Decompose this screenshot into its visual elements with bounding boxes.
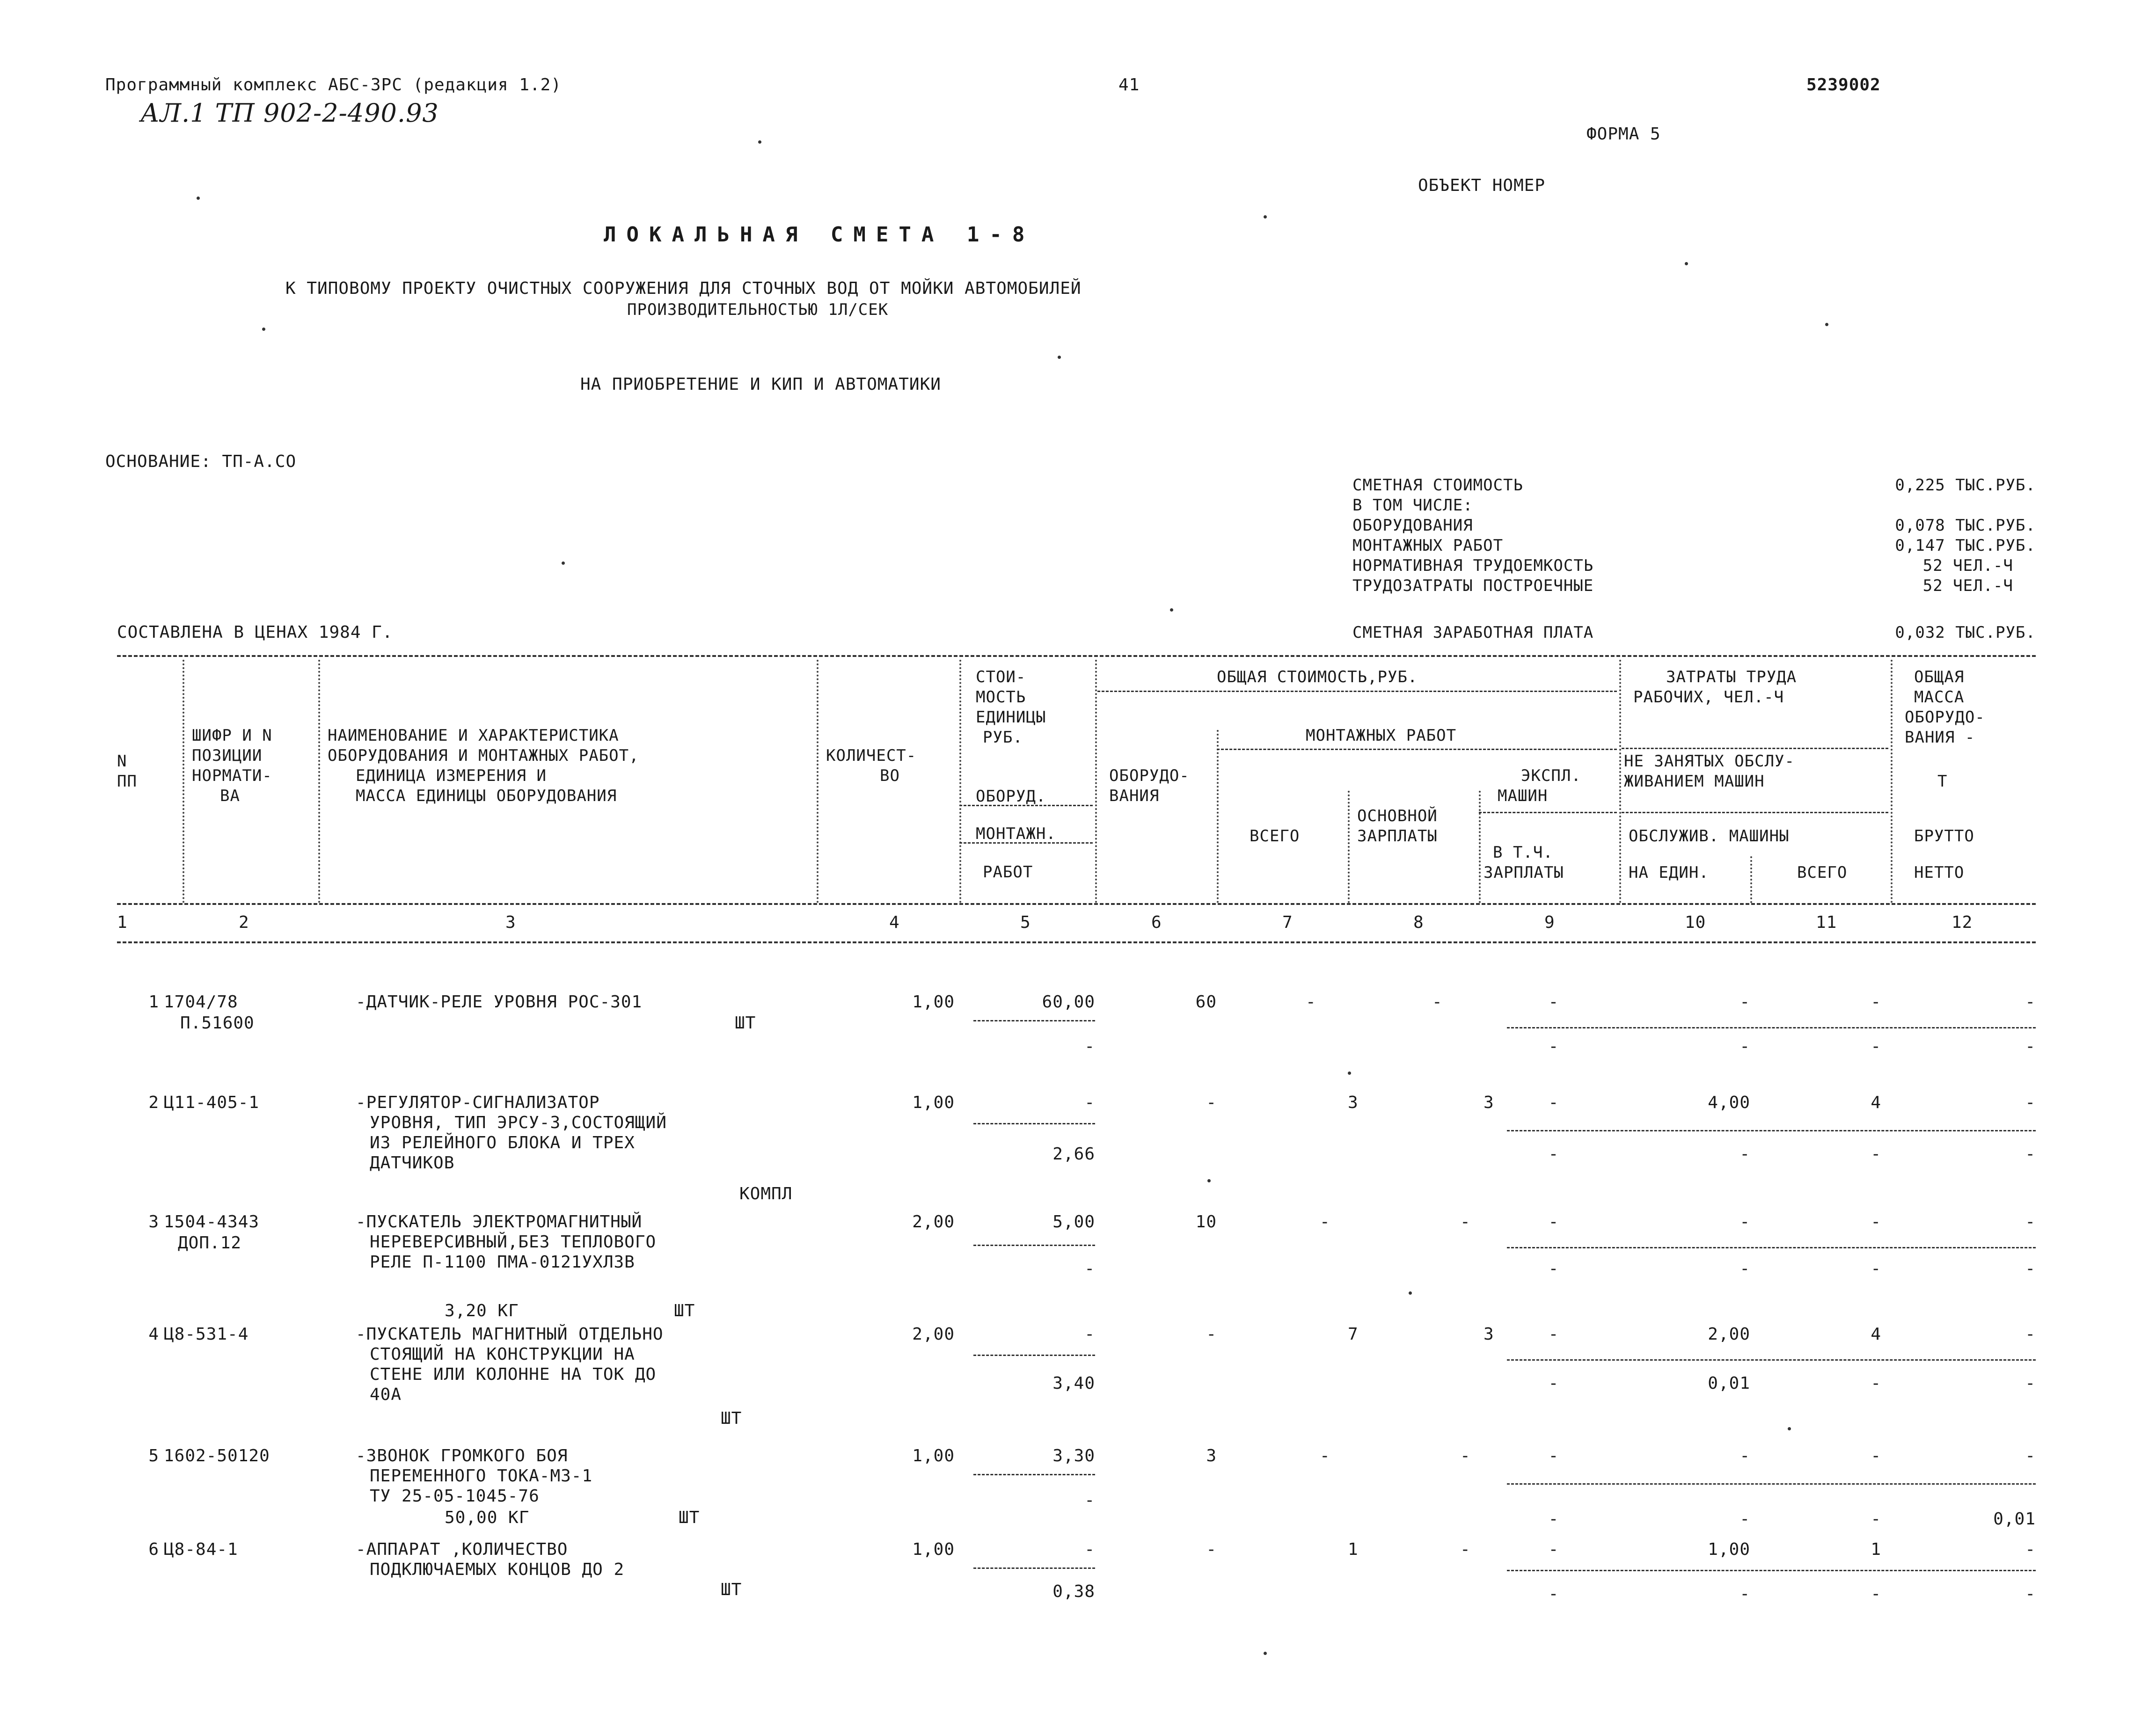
unit-cost-mounting: 3,40 xyxy=(1052,1374,1095,1393)
col-5-header: МОНТАЖН. xyxy=(976,824,1056,843)
row-number: 3 xyxy=(148,1212,159,1232)
unit-cost-equipment: - xyxy=(1084,1325,1095,1344)
row-number: 5 xyxy=(148,1446,159,1465)
column-number: 11 xyxy=(1816,913,1837,932)
summary-value: 52 ЧЕЛ.-Ч xyxy=(1922,576,2013,595)
mounting-works-group: МОНТАЖНЫХ РАБОТ xyxy=(1306,726,1457,745)
document-code: 5239002 xyxy=(1806,75,1881,95)
summary-label: НОРМАТИВНАЯ ТРУДОЕМКОСТЬ xyxy=(1352,556,1594,575)
row-description: УРОВНЯ, ТИП ЭРСУ-3,СОСТОЯЩИЙ xyxy=(370,1113,667,1132)
summary-label: МОНТАЖНЫХ РАБОТ xyxy=(1352,536,1504,555)
total-mounting: 7 xyxy=(1348,1325,1359,1344)
object-number: ОБЪЕКТ НОМЕР xyxy=(1418,176,1546,195)
row-quantity: 2,00 xyxy=(912,1325,955,1344)
col-1-header: N xyxy=(117,752,127,771)
column-number: 4 xyxy=(889,913,900,932)
row-quantity: 1,00 xyxy=(912,1540,955,1559)
mass-gross: - xyxy=(2025,1212,2036,1232)
row-description: ПЕРЕМЕННОГО ТОКА-МЗ-1 xyxy=(370,1466,593,1486)
row-code: Ц8-84-1 xyxy=(164,1540,238,1559)
machine-cost: - xyxy=(1548,1212,1559,1232)
total-mounting: - xyxy=(1320,1212,1330,1232)
labor-total-machine: - xyxy=(1871,1374,1881,1393)
row-description: 40А xyxy=(370,1385,402,1404)
labor-total-machine: - xyxy=(1871,1144,1881,1164)
machine-cost: - xyxy=(1548,1325,1559,1344)
unit-cost-mounting: - xyxy=(1084,1037,1095,1056)
row-description: НЕРЕВЕРСИВНЫЙ,БЕЗ ТЕПЛОВОГО xyxy=(370,1232,657,1252)
labor-per-unit: - xyxy=(1739,1446,1750,1465)
base-salary: - xyxy=(1460,1540,1471,1559)
col-4-header: ВО xyxy=(880,766,900,785)
machine-salary: - xyxy=(1548,1037,1559,1056)
row-code: Ц11-405-1 xyxy=(164,1093,260,1112)
col-6-header: ОБОРУДО- xyxy=(1109,766,1190,785)
summary-value: 0,032 ТЫС.РУБ. xyxy=(1895,623,2036,642)
mass-net: - xyxy=(2025,1144,2036,1164)
row-code: 1504-4343 xyxy=(164,1212,260,1232)
base-salary: 3 xyxy=(1484,1093,1494,1112)
price-level-line: СОСТАВЛЕНА В ЦЕНАХ 1984 Г. xyxy=(117,623,393,642)
header-bottom-rule xyxy=(117,903,2036,905)
col-5-header: СТОИ- xyxy=(976,668,1026,686)
total-equipment: - xyxy=(1206,1093,1217,1112)
row-code: 1602-50120 xyxy=(164,1446,270,1465)
mass-gross: - xyxy=(2025,992,2036,1012)
basis-line: ОСНОВАНИЕ: ТП-А.СО xyxy=(105,452,297,471)
total-equipment: 3 xyxy=(1206,1446,1217,1465)
col-2-header: ШИФР И N xyxy=(192,726,272,745)
col-9-header: В Т.Ч. xyxy=(1493,843,1553,862)
mass-net: - xyxy=(2025,1259,2036,1278)
base-salary: - xyxy=(1460,1446,1471,1465)
unit-cost-equipment: 60,00 xyxy=(1042,992,1095,1012)
row-number: 6 xyxy=(148,1540,159,1559)
machine-cost: - xyxy=(1548,1093,1559,1112)
col-12-header: НЕТТО xyxy=(1914,863,1965,882)
row-number: 1 xyxy=(148,992,159,1012)
row-code: ДОП.12 xyxy=(178,1233,242,1253)
row-mass: 50,00 КГ xyxy=(445,1508,530,1527)
row-quantity: 1,00 xyxy=(912,992,955,1012)
labor-per-unit: - xyxy=(1739,992,1750,1012)
base-salary: - xyxy=(1432,992,1443,1012)
labor-per-unit: - xyxy=(1739,1212,1750,1232)
row-unit: КОМПЛ xyxy=(739,1184,793,1203)
mass-net: 0,01 xyxy=(1993,1509,2036,1529)
col-12-header: ОБОРУДО- xyxy=(1905,708,1985,727)
column-number: 8 xyxy=(1413,913,1424,932)
labor-total: - xyxy=(1871,1212,1881,1232)
unit-cost-equipment: - xyxy=(1084,1093,1095,1112)
labor-per-unit: 2,00 xyxy=(1708,1325,1750,1344)
machine-salary: - xyxy=(1548,1259,1559,1278)
program-name: Программный комплекс АБС-ЗРС (редакция 1.2) xyxy=(105,75,562,95)
column-number: 9 xyxy=(1544,913,1555,932)
total-equipment: 10 xyxy=(1195,1212,1217,1232)
col-9-header: МАШИН xyxy=(1498,787,1548,805)
row-description: ДАТЧИКОВ xyxy=(370,1153,455,1173)
row-code: 1704/78 xyxy=(164,992,238,1012)
mass-gross: - xyxy=(2025,1540,2036,1559)
col-8-header: ОСНОВНОЙ xyxy=(1357,807,1438,825)
labor-per-unit-machine: - xyxy=(1739,1259,1750,1278)
mass-gross: - xyxy=(2025,1325,2036,1344)
form-number: ФОРМА 5 xyxy=(1586,124,1661,144)
col-9-header: ЭКСПЛ. xyxy=(1521,766,1581,785)
total-equipment: 60 xyxy=(1195,992,1217,1012)
labor-per-unit-machine: - xyxy=(1739,1144,1750,1164)
row-mass: 3,20 КГ xyxy=(445,1301,519,1320)
col-3-header: ОБОРУДОВАНИЯ И МОНТАЖНЫХ РАБОТ, xyxy=(328,746,639,765)
row-quantity: 1,00 xyxy=(912,1093,955,1112)
column-number: 6 xyxy=(1151,913,1162,932)
row-code: Ц8-531-4 xyxy=(164,1325,249,1344)
row-unit: ШТ xyxy=(674,1301,695,1320)
row-quantity: 2,00 xyxy=(912,1212,955,1232)
summary-label: СМЕТНАЯ СТОИМОСТЬ xyxy=(1352,476,1523,495)
total-equipment: - xyxy=(1206,1325,1217,1344)
mass-net: - xyxy=(2025,1584,2036,1604)
total-mounting: 1 xyxy=(1348,1540,1359,1559)
labor-total: - xyxy=(1871,1446,1881,1465)
col-5-header: РУБ. xyxy=(983,728,1023,747)
row-unit: ШТ xyxy=(721,1580,742,1599)
machine-salary: - xyxy=(1548,1374,1559,1393)
machine-cost: - xyxy=(1548,1540,1559,1559)
row-description: -ДАТЧИК-РЕЛЕ УРОВНЯ РОС-301 xyxy=(356,992,643,1012)
col-12-header: Т xyxy=(1937,772,1948,791)
labor-per-unit: 4,00 xyxy=(1708,1093,1750,1112)
col-9-header: ЗАРПЛАТЫ xyxy=(1484,863,1564,882)
col-11-header: ВСЕГО xyxy=(1797,863,1848,882)
row-number: 2 xyxy=(148,1093,159,1112)
machine-salary: - xyxy=(1548,1144,1559,1164)
row-number: 4 xyxy=(148,1325,159,1344)
machine-salary: - xyxy=(1548,1509,1559,1529)
col-3-header: ЕДИНИЦА ИЗМЕРЕНИЯ И xyxy=(356,766,547,785)
labor-total-machine: - xyxy=(1871,1037,1881,1056)
unit-cost-equipment: 5,00 xyxy=(1052,1212,1095,1232)
mass-net: - xyxy=(2025,1374,2036,1393)
title-line-2: ПРОИЗВОДИТЕЛЬНОСТЬЮ 1Л/СЕК xyxy=(627,300,889,319)
col-6-header: ВАНИЯ xyxy=(1109,787,1160,805)
col-5-header: ЕДИНИЦЫ xyxy=(976,708,1046,727)
col-5-header: МОСТЬ xyxy=(976,688,1026,707)
summary-value: 0,078 ТЫС.РУБ. xyxy=(1895,516,2036,535)
machine-cost: - xyxy=(1548,1446,1559,1465)
machine-salary: - xyxy=(1548,1584,1559,1604)
col-10-header: НА ЕДИН. xyxy=(1629,863,1709,882)
row-unit: ШТ xyxy=(721,1409,742,1428)
column-number: 10 xyxy=(1685,913,1706,932)
labor-total: - xyxy=(1871,992,1881,1012)
summary-value: 0,147 ТЫС.РУБ. xyxy=(1895,536,2036,555)
labor-per-unit: 1,00 xyxy=(1708,1540,1750,1559)
col-3-header: НАИМЕНОВАНИЕ И ХАРАКТЕРИСТИКА xyxy=(328,726,619,745)
handwritten-project-code: АЛ.1 ТП 902-2-490.93 xyxy=(140,98,439,128)
total-mounting: 3 xyxy=(1348,1093,1359,1112)
summary-label: ТРУДОЗАТРАТЫ ПОСТРОЕЧНЫЕ xyxy=(1352,576,1594,595)
col-4-header: КОЛИЧЕСТ- xyxy=(826,746,917,765)
col-7-header: ВСЕГО xyxy=(1250,827,1300,846)
summary-value: 52 ЧЕЛ.-Ч xyxy=(1922,556,2013,575)
column-number: 3 xyxy=(505,913,516,932)
base-salary: 3 xyxy=(1484,1325,1494,1344)
row-description: -РЕГУЛЯТОР-СИГНАЛИЗАТОР xyxy=(356,1093,600,1112)
total-mounting: - xyxy=(1306,992,1316,1012)
labor-total-machine: - xyxy=(1871,1259,1881,1278)
col-2-header: ВА xyxy=(220,787,240,805)
total-equipment: - xyxy=(1206,1540,1217,1559)
page-number: 41 xyxy=(1118,75,1140,95)
col-5-header: ОБОРУД. xyxy=(976,787,1046,806)
column-number: 5 xyxy=(1020,913,1031,932)
labor-subheader: ОБСЛУЖИВ. МАШИНЫ xyxy=(1629,827,1790,846)
row-description: -ПУСКАТЕЛЬ ЭЛЕКТРОМАГНИТНЫЙ xyxy=(356,1212,643,1232)
labor-per-unit-machine: - xyxy=(1739,1509,1750,1529)
row-unit: ШТ xyxy=(679,1508,700,1527)
col-12-header: ОБЩАЯ xyxy=(1914,668,1965,686)
labor-total: 4 xyxy=(1871,1093,1881,1112)
col-12-header: МАССА xyxy=(1914,688,1965,707)
labor-subheader: ЖИВАНИЕМ МАШИН xyxy=(1624,772,1765,791)
labor-total-machine: - xyxy=(1871,1584,1881,1604)
unit-cost-mounting: 2,66 xyxy=(1052,1144,1095,1164)
col-12-header: БРУТТО xyxy=(1914,827,1974,846)
estimate-title: ЛОКАЛЬНАЯ СМЕТА 1-8 xyxy=(604,223,1035,247)
labor-group: РАБОЧИХ, ЧЕЛ.-Ч xyxy=(1633,688,1784,707)
row-unit: ШТ xyxy=(735,1013,756,1033)
row-description: ТУ 25-05-1045-76 xyxy=(370,1487,540,1506)
labor-total: 1 xyxy=(1871,1540,1881,1559)
unit-cost-equipment: - xyxy=(1084,1540,1095,1559)
row-description: ИЗ РЕЛЕЙНОГО БЛОКА И ТРЕХ xyxy=(370,1133,635,1152)
column-number: 1 xyxy=(117,913,128,932)
unit-cost-mounting: - xyxy=(1084,1491,1095,1510)
col-1-header: ПП xyxy=(117,772,137,791)
column-number: 7 xyxy=(1282,913,1293,932)
col-2-header: НОРМАТИ- xyxy=(192,766,272,785)
summary-value: 0,225 ТЫС.РУБ. xyxy=(1895,476,2036,495)
row-description: СТОЯЩИЙ НА КОНСТРУКЦИИ НА xyxy=(370,1345,635,1364)
labor-total: 4 xyxy=(1871,1325,1881,1344)
row-code: П.51600 xyxy=(180,1013,255,1033)
column-number: 2 xyxy=(239,913,249,932)
column-number: 12 xyxy=(1951,913,1973,932)
row-quantity: 1,00 xyxy=(912,1446,955,1465)
unit-cost-equipment: 3,30 xyxy=(1052,1446,1095,1465)
machine-cost: - xyxy=(1548,992,1559,1012)
labor-group: ЗАТРАТЫ ТРУДА xyxy=(1666,668,1797,686)
total-cost-group: ОБЩАЯ СТОИМОСТЬ,РУБ. xyxy=(1217,668,1418,686)
col-3-header: МАССА ЕДИНИЦЫ ОБОРУДОВАНИЯ xyxy=(356,787,617,805)
mass-gross: - xyxy=(2025,1093,2036,1112)
unit-cost-mounting: 0,38 xyxy=(1052,1582,1095,1601)
labor-per-unit-machine: - xyxy=(1739,1584,1750,1604)
labor-subheader: НЕ ЗАНЯТЫХ ОБСЛУ- xyxy=(1624,752,1795,771)
col-5-header: РАБОТ xyxy=(983,863,1033,882)
summary-label: ОБОРУДОВАНИЯ xyxy=(1352,516,1473,535)
title-line-3: НА ПРИОБРЕТЕНИЕ И КИП И АВТОМАТИКИ xyxy=(580,375,941,394)
table-top-rule xyxy=(117,655,2036,657)
row-description: -АППАРАТ ,КОЛИЧЕСТВО xyxy=(356,1540,568,1559)
row-description: СТЕНЕ ИЛИ КОЛОННЕ НА ТОК ДО xyxy=(370,1365,657,1384)
row-description: ПОДКЛЮЧАЕМЫХ КОНЦОВ ДО 2 xyxy=(370,1560,625,1579)
row-description: -ЗВОНОК ГРОМКОГО БОЯ xyxy=(356,1446,568,1465)
base-salary: - xyxy=(1460,1212,1471,1232)
labor-total-machine: - xyxy=(1871,1509,1881,1529)
row-description: -ПУСКАТЕЛЬ МАГНИТНЫЙ ОТДЕЛЬНО xyxy=(356,1325,664,1344)
mass-gross: - xyxy=(2025,1446,2036,1465)
total-mounting: - xyxy=(1320,1446,1330,1465)
title-line-1: К ТИПОВОМУ ПРОЕКТУ ОЧИСТНЫХ СООРУЖЕНИЯ ДЛЯ СТОЧНЫХ ВОД ОТ МОЙКИ АВТОМОБИЛЕЙ xyxy=(285,279,1082,298)
summary-label: СМЕТНАЯ ЗАРАБОТНАЯ ПЛАТА xyxy=(1352,623,1594,642)
mass-net: - xyxy=(2025,1037,2036,1056)
unit-cost-mounting: - xyxy=(1084,1259,1095,1278)
row-description: РЕЛЕ П-1100 ПМА-0121УХЛ3В xyxy=(370,1253,635,1272)
labor-per-unit-machine: - xyxy=(1739,1037,1750,1056)
column-number-rule xyxy=(117,941,2036,943)
col-2-header: ПОЗИЦИИ xyxy=(192,746,263,765)
col-8-header: ЗАРПЛАТЫ xyxy=(1357,827,1438,846)
col-12-header: ВАНИЯ - xyxy=(1905,728,1975,747)
labor-per-unit-machine: 0,01 xyxy=(1708,1374,1750,1393)
summary-label: В ТОМ ЧИСЛЕ: xyxy=(1352,496,1473,515)
